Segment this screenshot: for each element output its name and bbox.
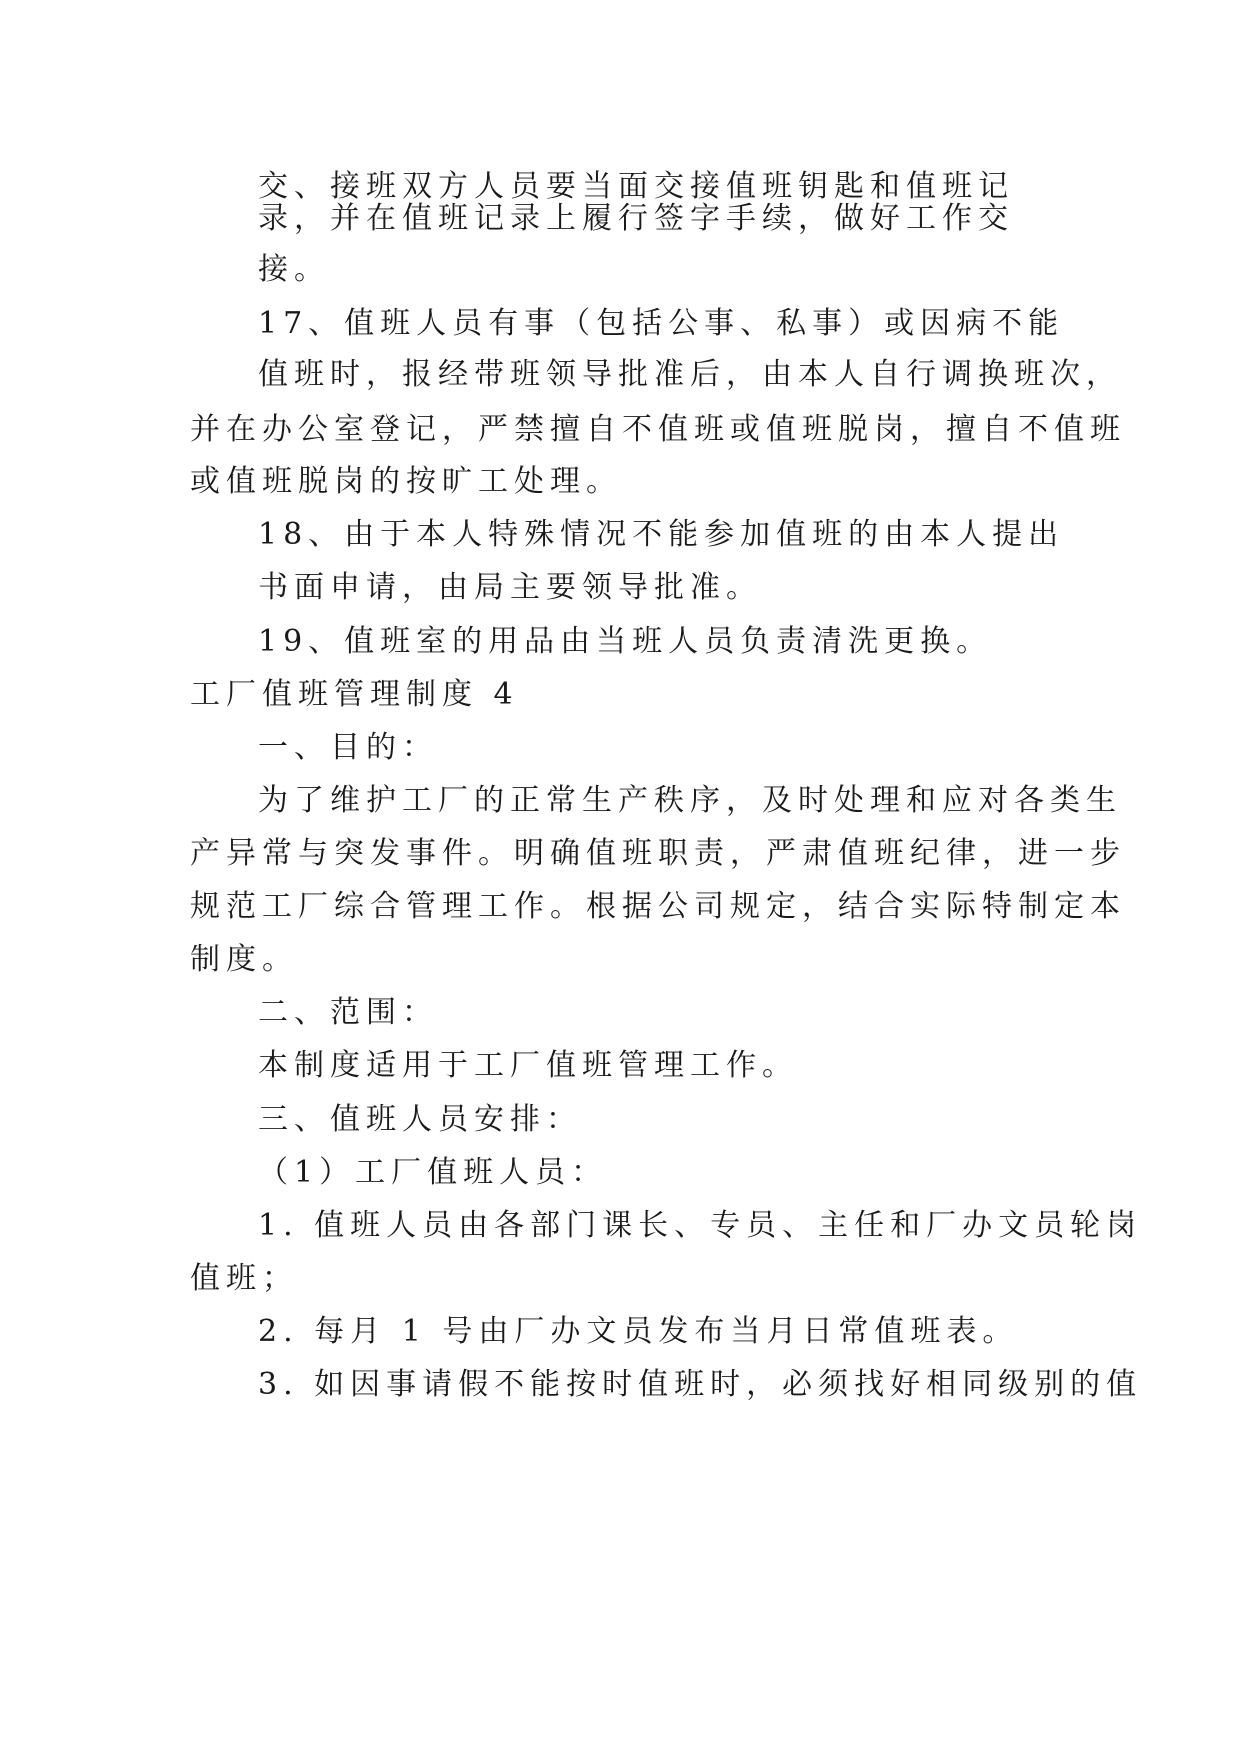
text-line-10: 19、值班室的用品由当班人员负责清洗更换。 bbox=[258, 624, 993, 659]
text-line-16: 制度。 bbox=[190, 942, 298, 977]
text-line-5: 值班时，报经带班领导批准后，由本人自行调换班次， bbox=[258, 357, 1122, 392]
text-line-22: 值班； bbox=[190, 1261, 298, 1296]
text-line-13: 为了维护工厂的正常生产秩序，及时处理和应对各类生 bbox=[258, 783, 1122, 818]
text-line-20: （1）工厂值班人员： bbox=[258, 1155, 608, 1190]
section-heading: 工厂值班管理制度 4 bbox=[190, 677, 519, 712]
text-line-14: 产异常与突发事件。明确值班职责，严肃值班纪律，进一步 bbox=[190, 836, 1126, 871]
text-line-17: 二、范围： bbox=[258, 995, 438, 1030]
text-line-1: 交、接班双方人员要当面交接值班钥匙和值班记 bbox=[258, 169, 1014, 204]
text-line-4: 17、值班人员有事（包括公事、私事）或因病不能 bbox=[258, 306, 1065, 341]
text-line-24: 3. 如因事请假不能按时值班时，必须找好相同级别的值 bbox=[258, 1367, 1143, 1402]
text-line-15: 规范工厂综合管理工作。根据公司规定，结合实际特制定本 bbox=[190, 889, 1126, 924]
text-line-23: 2. 每月 1 号由厂办文员发布当月日常值班表。 bbox=[258, 1314, 1019, 1349]
text-line-18: 本制度适用于工厂值班管理工作。 bbox=[258, 1048, 798, 1083]
text-line-6: 并在办公室登记，严禁擅自不值班或值班脱岗，擅自不值班 bbox=[190, 412, 1126, 447]
text-line-19: 三、值班人员安排： bbox=[258, 1102, 582, 1137]
text-line-7: 或值班脱岗的按旷工处理。 bbox=[190, 464, 622, 499]
text-line-12: 一、目的： bbox=[258, 730, 438, 765]
text-line-2: 录，并在值班记录上履行签字手续，做好工作交 bbox=[258, 201, 1014, 236]
text-line-8: 18、由于本人特殊情况不能参加值班的由本人提出 bbox=[258, 517, 1065, 552]
text-line-9: 书面申请，由局主要领导批准。 bbox=[258, 570, 762, 605]
text-line-3: 接。 bbox=[258, 252, 330, 287]
text-line-21: 1. 值班人员由各部门课长、专员、主任和厂办文员轮岗 bbox=[258, 1208, 1143, 1243]
